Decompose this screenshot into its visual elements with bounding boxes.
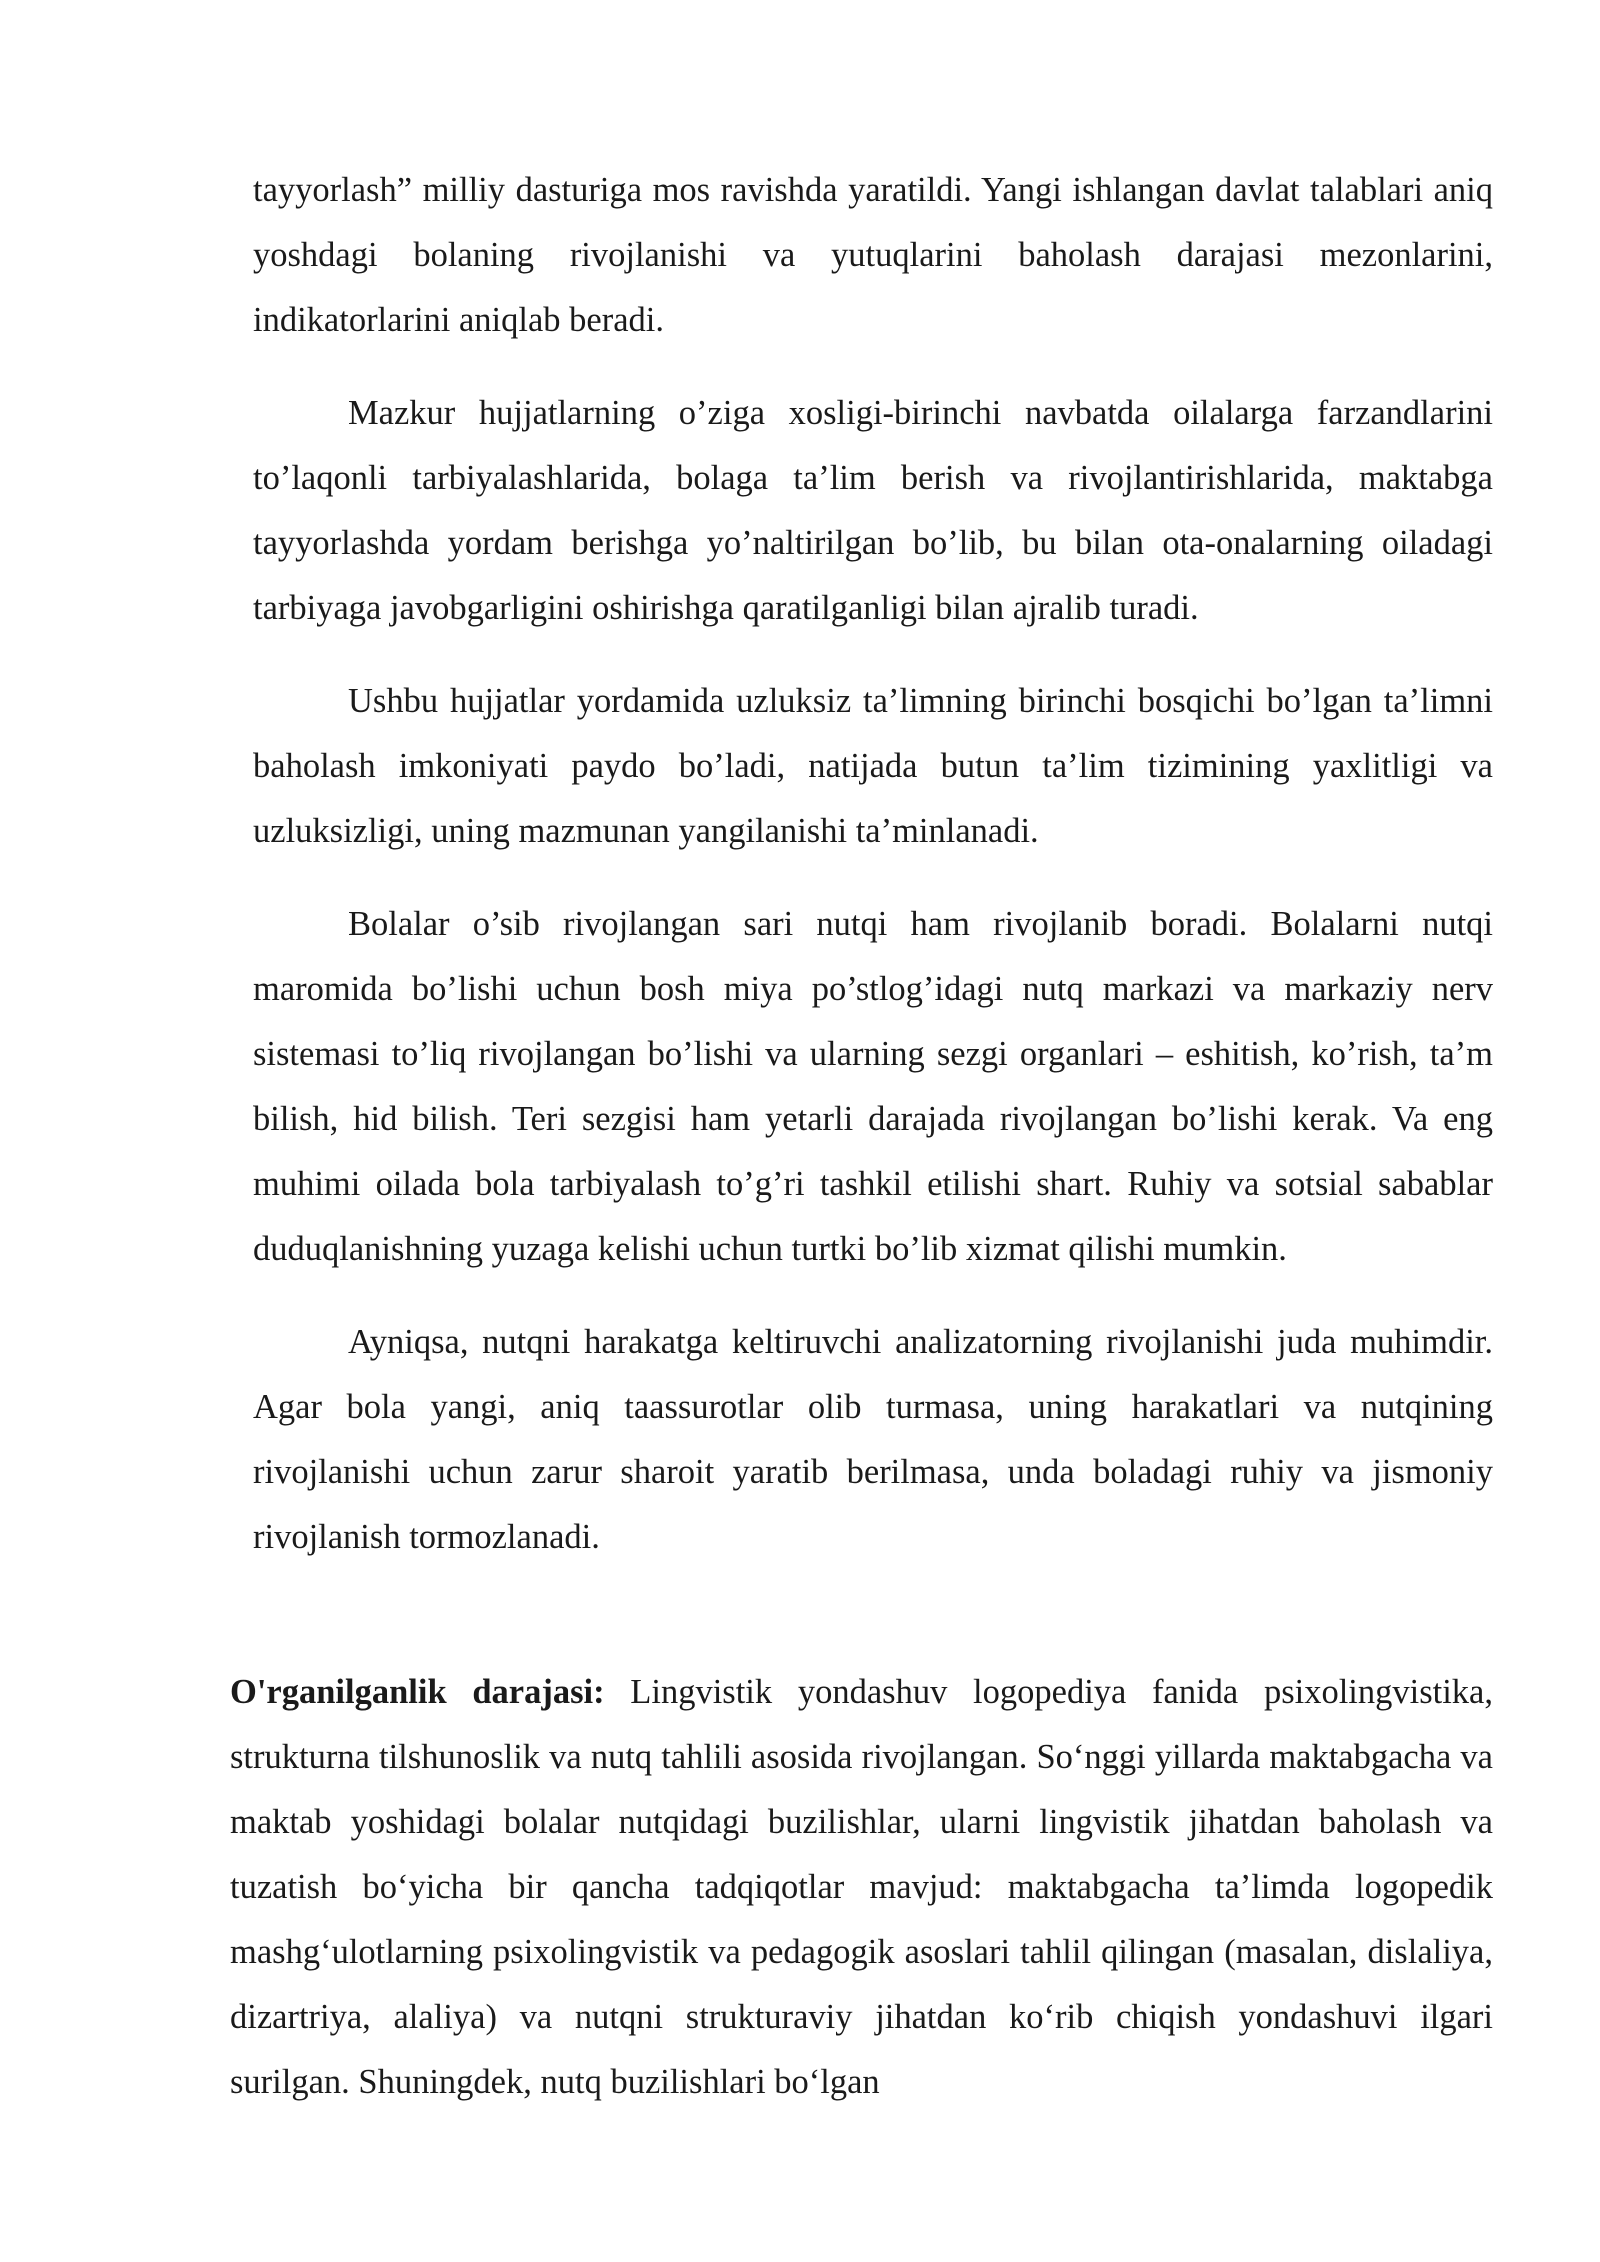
paragraph-motor-analyzer: Ayniqsa, nutqni harakatga keltiruvchi analizatorning rivojlanishi juda muhimdir. Agar bola yangi, aniq taassurotlar olib turmasa, uning harakatlari va nutqining rivojlanishi uchun zarur sharoit yaratib berilmasa, unda boladagi ruhiy va jismoniy rivojlanish tormozlanadi.	[253, 1323, 1493, 1556]
body-column	[253, 158, 1493, 1570]
paragraph-study-level	[230, 1660, 1493, 2115]
section-heading: O'rganilganlik darajasi:	[230, 1673, 605, 1711]
section-study-level	[230, 1660, 1493, 2115]
paragraph-documents-specificity: Mazkur hujjatlarning o’ziga xosligi-birinchi navbatda oilalarga farzandlarini to’laqonli tarbiyalashlarida, bolaga ta’lim berish va rivojlantirishlarida, maktabga tayyorlashda yordam berishga yo’naltirilgan bo’lib, bu bilan ota-onalarning oiladagi tarbiyaga javobgarligini oshirishga qaratilganligi bilan ajralib turadi.	[253, 394, 1493, 627]
paragraph-continuous-education: Ushbu hujjatlar yordamida uzluksiz ta’limning birinchi bosqichi bo’lgan ta’limni baholash imkoniyati paydo bo’ladi, natijada butun ta’lim tizimining yaxlitligi va uzluksizligi, uning mazmunan yangilanishi ta’minlanadi.	[253, 682, 1493, 850]
paragraph-continuation: tayyorlash” milliy dasturiga mos ravishda yaratildi. Yangi ishlangan davlat talablari aniq yoshdagi bolaning rivojlanishi va yutuqlarini baholash darajasi mezonlarini, indikatorlarini aniqlab beradi.	[253, 171, 1493, 339]
paragraph-speech-development: Bolalar o’sib rivojlangan sari nutqi ham rivojlanib boradi. Bolalarni nutqi maromida bo’lishi uchun bosh miya po’stlog’idagi nutq markazi va markaziy nerv sistemasi to’liq rivojlangan bo’lishi va ularning sezgi organlari – eshitish, ko’rish, ta’m bilish, hid bilish. Teri sezgisi ham yetarli darajada rivojlangan bo’lishi kerak. Va eng muhimi oilada bola tarbiyalash to’g’ri tashkil etilishi shart. Ruhiy va sotsial sabablar duduqlanishning yuzaga kelishi uchun turtki bo’lib xizmat qilishi mumkin.	[253, 905, 1493, 1268]
section-text: Lingvistik yondashuv logopediya fanida psixolingvistika, strukturna tilshunoslik va nutq tahlili asosida rivojlangan. So‘nggi yillarda maktabgacha va maktab yoshidagi bolalar nutqidagi buzilishlar, ularni lingvistik jihatdan baholash va tuzatish bo‘yicha bir qancha tadqiqotlar mavjud: maktabgacha ta’limda logopedik mashg‘ulotlarning psixolingvistik va pedagogik asoslari tahlil qilingan (masalan, dislaliya, dizartriya, alaliya) va nutqni strukturaviy jihatdan ko‘rib chiqish yondashuvi ilgari surilgan. Shuningdek, nutq buzilishlari bo‘lgan	[230, 1673, 1493, 2101]
